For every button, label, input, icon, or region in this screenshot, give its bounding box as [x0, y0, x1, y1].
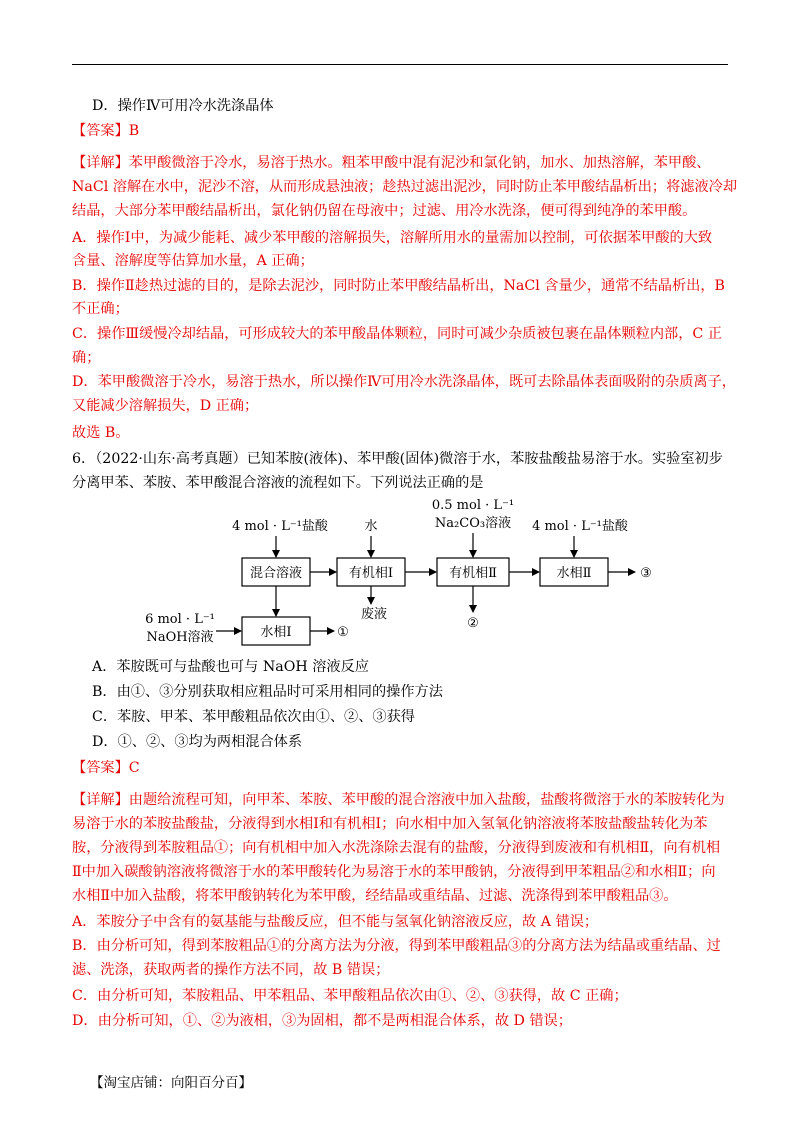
q6-explanation-line: Ⅱ中加入碳酸钠溶液将微溶于水的苯甲酸转化为易溶于水的苯甲酸钠，分液得到甲苯粗品②和水相Ⅱ；向	[72, 864, 716, 880]
prev-explanation-line: 结晶，大部分苯甲酸结晶析出，氯化钠仍留在母液中；过滤、用冷水洗涤，便可得到纯净的苯甲酸。	[72, 203, 697, 219]
prev-answer	[72, 121, 139, 141]
answer-value: C	[128, 760, 140, 776]
explanation-label: 【详解】	[72, 792, 129, 808]
q6-explanation-line: 胺，分液得到苯胺粗品①；向有机相中加入水洗涤除去混有的盐酸，分液得到废液和有机相Ⅱ，向有机相	[72, 840, 721, 856]
reagent-na2co3-conc: 0.5 mol · L⁻¹	[431, 498, 515, 513]
box-label: 有机相Ⅰ	[348, 566, 394, 581]
answer-value: B	[128, 123, 140, 139]
prev-explanation-line: D．苯甲酸微溶于冷水，易溶于热水，所以操作Ⅳ可用冷水洗涤晶体，既可去除晶体表面吸附的杂质离子，	[72, 374, 736, 390]
prev-explanation-line: 【详解】苯甲酸微溶于冷水，易溶于热水。粗苯甲酸中混有泥沙和氯化钠，加水、加热溶解，苯甲酸、	[72, 155, 711, 171]
product-3: ③	[640, 566, 652, 581]
reagent-naoh-conc: 6 mol · L⁻¹	[145, 612, 215, 627]
box-label: 混合溶液	[249, 566, 303, 581]
box-label: 有机相Ⅱ	[449, 566, 497, 581]
q6-stem-line: 6．（2022·山东·高考真题）已知苯胺(液体)、苯甲酸(固体)微溶于水，苯胺盐酸盐易溶于水。实验室初步	[72, 451, 723, 467]
prev-explanation-line: B．操作Ⅱ趁热过滤的目的，是除去泥沙，同时防止苯甲酸结晶析出，NaCl 含量少，通常不结晶析出，B	[72, 278, 725, 294]
q6-answer	[72, 758, 140, 778]
prev-explanation-line: 含量、溶解度等估算加水量，A 正确；	[72, 253, 314, 269]
q6-option-a: A．苯胺既可与盐酸也可与 NaOH 溶液反应	[92, 659, 369, 675]
reagent-hcl-2: 4 mol · L⁻¹盐酸	[532, 519, 628, 534]
prev-explanation-line: C．操作Ⅲ缓慢冷却结晶，可形成较大的苯甲酸晶体颗粒，同时可减少杂质被包裹在晶体颗粒内部，C 正	[72, 326, 722, 342]
q6-explanation-line: 【详解】由题给流程可知，向甲苯、苯胺、苯甲酸的混合溶液中加入盐酸，盐酸将微溶于水的苯胺转化为	[72, 792, 725, 808]
prev-option-d: D．操作Ⅳ可用冷水洗涤晶体	[92, 98, 274, 114]
prev-explanation-line: 确；	[72, 350, 101, 366]
footer-shop-label: 【淘宝店铺：向阳百分百】	[90, 1075, 252, 1091]
reagent-naoh-name: NaOH溶液	[146, 630, 214, 645]
answer-label: 【答案】	[72, 760, 129, 776]
q6-option-d: D．①、②、③均为两相混合体系	[92, 734, 303, 750]
q6-explanation-line: B．由分析可知，得到苯胺粗品①的分离方法为分液，得到苯甲酸粗品③的分离方法为结晶或重结晶、过	[72, 938, 721, 954]
q6-explanation-line: D．由分析可知，①、②为液相，③为固相，都不是两相混合体系，故 D 错误；	[72, 1013, 572, 1029]
q6-explanation-line: 滤、洗涤，获取两者的操作方法不同，故 B 错误；	[72, 962, 390, 978]
prev-explanation-line: 故选 B。	[72, 425, 130, 441]
header-rule	[72, 64, 728, 65]
product-1: ①	[337, 625, 349, 640]
reagent-na2co3-name: Na₂CO₃溶液	[434, 516, 512, 531]
box-label: 水相Ⅱ	[556, 566, 592, 581]
explanation-label: 【详解】	[72, 155, 129, 171]
prev-explanation-line: A．操作Ⅰ中，为减少能耗、减少苯甲酸的溶解损失，溶解所用水的量需加以控制，可依据苯甲酸的大致	[72, 230, 713, 246]
reagent-hcl-1: 4 mol · L⁻¹盐酸	[232, 519, 328, 534]
q6-stem-line: 分离甲苯、苯胺、苯甲酸混合溶液的流程如下。下列说法正确的是	[72, 475, 484, 491]
prev-explanation-line: 又能减少溶解损失，D 正确；	[72, 398, 259, 414]
flowchart	[140, 496, 670, 646]
product-2: ②	[467, 616, 479, 631]
q6-option-b: B．由①、③分别获取相应粗品时可采用相同的操作方法	[92, 684, 443, 700]
q6-explanation-line: C．由分析可知，苯胺粗品、甲苯粗品、苯甲酸粗品依次由①、②、③获得，故 C 正确；	[72, 988, 628, 1004]
prev-explanation-line: 不正确；	[72, 301, 129, 317]
box-label: 水相Ⅰ	[260, 625, 292, 640]
reagent-water: 水	[364, 519, 378, 534]
prev-explanation-line: NaCl 溶解在水中，泥沙不溶，从而形成悬浊液；趁热过滤出泥沙，同时防止苯甲酸结晶析出；将滤液冷却	[72, 179, 738, 195]
q6-explanation-line: 水相Ⅱ中加入盐酸，将苯甲酸钠转化为苯甲酸，经结晶或重结晶、过滤、洗涤得到苯甲酸粗品③。	[72, 888, 678, 904]
waste-label: 废液	[360, 607, 388, 622]
q6-explanation-line: 易溶于水的苯胺盐酸盐，分液得到水相Ⅰ和有机相Ⅰ；向水相中加入氢氧化钠溶液将苯胺盐酸盐转化为苯	[72, 816, 708, 832]
q6-option-c: C．苯胺、甲苯、苯甲酸粗品依次由①、②、③获得	[92, 709, 415, 725]
q6-explanation-line: A．苯胺分子中含有的氨基能与盐酸反应，但不能与氢氧化钠溶液反应，故 A 错误；	[72, 914, 599, 930]
answer-label: 【答案】	[72, 123, 129, 139]
